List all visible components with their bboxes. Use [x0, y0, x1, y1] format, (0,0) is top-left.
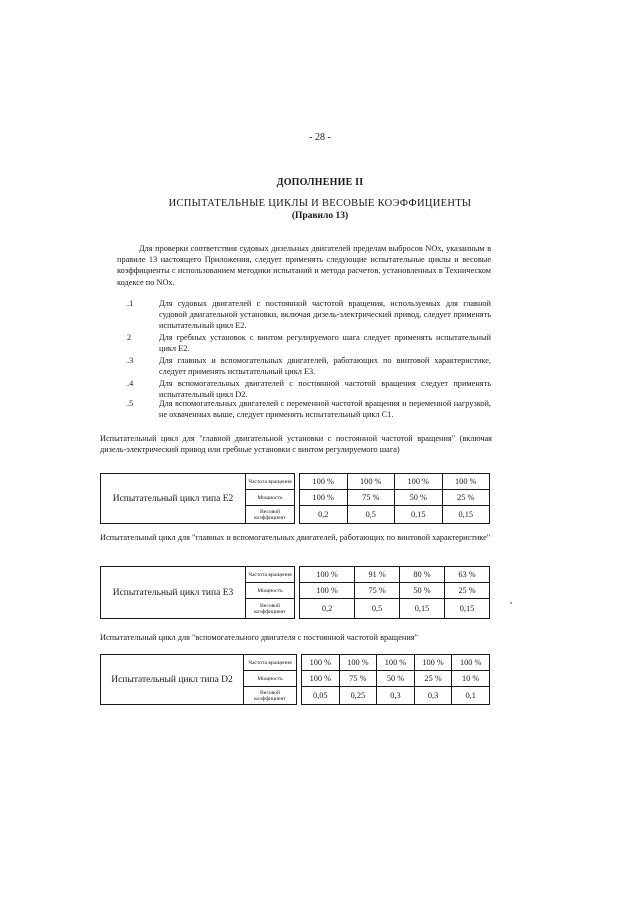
table-cell: 25 %: [445, 583, 490, 599]
page-number: - 28 -: [309, 132, 331, 143]
table-cell: 100 %: [347, 474, 395, 490]
row-name: Мощность: [244, 671, 297, 687]
row-name: Частота вращения: [246, 567, 295, 583]
cycle-label: Испытательный цикл типа D2: [101, 655, 244, 705]
table-cell: 100 %: [302, 655, 340, 671]
table-cell: 25 %: [414, 671, 452, 687]
list-item-number: .3: [127, 356, 134, 365]
row-name: Весовой коэффициент: [246, 506, 295, 524]
row-name: Мощность: [246, 583, 295, 599]
table-cell: 0,05: [302, 687, 340, 705]
table-cell: 91 %: [355, 567, 400, 583]
table-cell: 75 %: [339, 671, 377, 687]
list-item-text: Для вспомогательных двигателей с переменной частотой вращения и переменной нагрузкой, не охваченных выше, следует применять испытательный цикл C1.: [159, 399, 491, 420]
cycle-label: Испытательный цикл типа E2: [101, 474, 246, 524]
table-cell: 100 %: [302, 671, 340, 687]
table-cell: 0,2: [300, 599, 355, 619]
table-cell: 0,15: [400, 599, 445, 619]
table-cell: 0,15: [395, 506, 443, 524]
table-cell: 0,3: [377, 687, 415, 705]
table-cell: 100 %: [300, 490, 348, 506]
list-item-text: Для гребных установок с винтом регулируемого шага следует применять испытательный цикл E2.: [159, 333, 491, 354]
document-title: ИСПЫТАТЕЛЬНЫЕ ЦИКЛЫ И ВЕСОВЫЕ КОЭФФИЦИЕНТЫ: [168, 198, 472, 209]
row-name: Частота вращения: [246, 474, 295, 490]
test-cycle-table-e3: [100, 566, 490, 619]
list-item-text: Для вспомогательных двигателей с постоянной частотой вращения следует применять испытательный цикл D2.: [159, 379, 491, 400]
scan-speck: [510, 602, 512, 604]
table-cell: 63 %: [445, 567, 490, 583]
test-cycle-table-e2: [100, 473, 490, 524]
table-cell: 50 %: [377, 671, 415, 687]
table-cell: 0,5: [347, 506, 395, 524]
table-cell: 0,2: [300, 506, 348, 524]
table-cell: 0,15: [445, 599, 490, 619]
table-cell: 100 %: [339, 655, 377, 671]
list-item-text: Для главных и вспомогательных двигателей, работающих по винтовой характеристике, следует применять испытательный цикл E3.: [159, 356, 491, 377]
table-cell: 100 %: [395, 474, 443, 490]
table-cell: 0,15: [442, 506, 490, 524]
row-name: Мощность: [246, 490, 295, 506]
table-cell: 25 %: [442, 490, 490, 506]
table-caption-e3: Испытательный цикл для "главных и вспомогательных двигателей, работающих по винтовой характеристике": [100, 533, 491, 542]
table-caption-e2: Испытательный цикл для "главной двигательной установки с постоянной частотой вращения" (включая дизель-электрический привод или гребные установки с винтом регулируемого шага): [100, 434, 492, 454]
row-name: Частота вращения: [244, 655, 297, 671]
row-name: Весовой коэффициент: [246, 599, 295, 619]
cycle-label: Испытательный цикл типа E3: [101, 567, 246, 619]
appendix-heading: ДОПОЛНЕНИЕ II: [276, 177, 364, 188]
table-cell: 100 %: [452, 655, 490, 671]
table-cell: 100 %: [414, 655, 452, 671]
table-cell: 0,3: [414, 687, 452, 705]
table-cell: 0,5: [355, 599, 400, 619]
list-item-number: .1: [127, 299, 134, 308]
table-cell: 10 %: [452, 671, 490, 687]
list-item-number: .5: [127, 399, 134, 408]
list-item-number: 2: [127, 333, 132, 342]
row-name: Весовой коэффициент: [244, 687, 297, 705]
table-cell: 75 %: [347, 490, 395, 506]
intro-paragraph: Для проверки соответствия судовых дизельных двигателей пределам выбросов NOx, указанным в правиле 13 настоящего Приложения, следует применять следующие испытательные циклы и весовые коэффициенты с использованием методики испытаний и метода расчетов, установленных в Техническом кодексе по NOx.: [117, 244, 491, 287]
rule-reference: (Правило 13): [291, 211, 349, 221]
table-cell: 0,1: [452, 687, 490, 705]
table-cell: 0,25: [339, 687, 377, 705]
table-cell: 100 %: [300, 583, 355, 599]
list-item-text: Для судовых двигателей с постоянной частотой вращения, используемых для главной судовой двигательной установки, включая дизель-электрический привод, следует применять испытательный цикл E2.: [159, 299, 491, 331]
table-cell: 50 %: [395, 490, 443, 506]
table-cell: 100 %: [300, 474, 348, 490]
table-cell: 100 %: [442, 474, 490, 490]
table-cell: 75 %: [355, 583, 400, 599]
test-cycle-table-d2: [100, 654, 490, 705]
table-cell: 100 %: [300, 567, 355, 583]
table-cell: 100 %: [377, 655, 415, 671]
table-cell: 50 %: [400, 583, 445, 599]
table-cell: 80 %: [400, 567, 445, 583]
list-item-number: .4: [127, 379, 134, 388]
table-caption-d2: Испытательный цикл для "вспомогательного двигателя с постоянной частотой вращения": [100, 633, 418, 642]
